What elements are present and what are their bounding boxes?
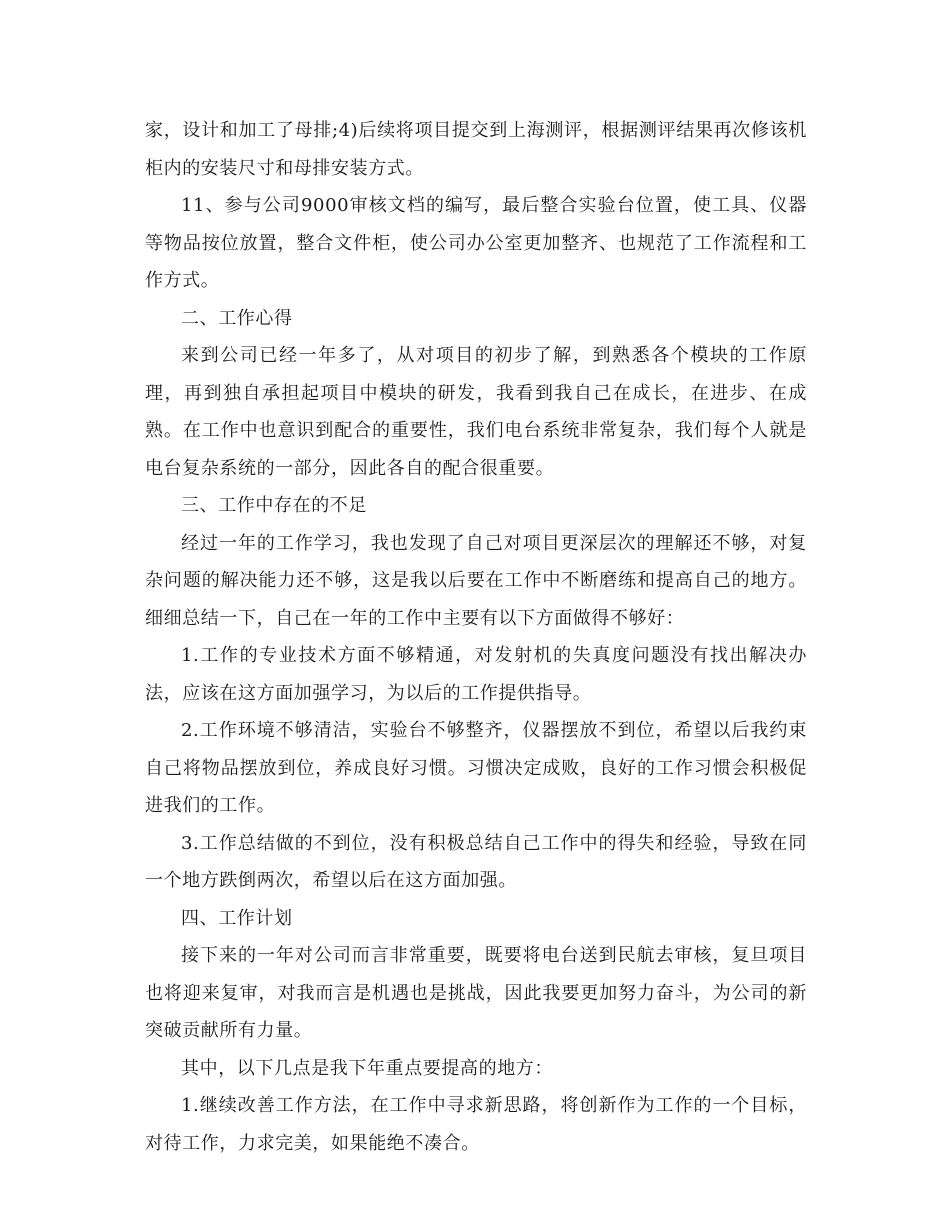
section-heading-work-experience: 二、工作心得 [181, 307, 293, 329]
paragraph-continuation: 家，设计和加工了母排;4)后续将项目提交到上海测评，根据测评结果再次修该机柜内的安装尺寸和母排安装方式。 [145, 120, 807, 179]
paragraph-work-plan: 接下来的一年对公司而言非常重要，既要将电台送到民航去审核，复旦项目也将迎来复审，对我而言是机遇也是挑战，因此我要更加努力奋斗，为公司的新突破贡献所有力量。 [145, 945, 807, 1041]
paragraph-shortcoming-2: 2.工作环境不够清洁，实验台不够整齐，仪器摆放不到位，希望以后我约束自己将物品摆放到位，养成良好习惯。习惯决定成败，良好的工作习惯会积极促进我们的工作。 [145, 720, 807, 816]
paragraph-shortcomings-intro: 经过一年的工作学习，我也发现了自己对项目更深层次的理解还不够，对复杂问题的解决能力还不够，这是我以后要在工作中不断磨练和提高自己的地方。细细总结一下，自己在一年的工作中主要有以下方面做得不够好： [145, 532, 807, 629]
paragraph-focus-1: 1.继续改善工作方法，在工作中寻求新思路，将创新作为工作的一个目标，对待工作，力求完美，如果能绝不凑合。 [145, 1095, 807, 1154]
paragraph-shortcoming-1: 1.工作的专业技术方面不够精通，对发射机的失真度问题没有找出解决办法，应该在这方面加强学习，为以后的工作提供指导。 [145, 645, 807, 704]
paragraph-item-11: 11、参与公司9000审核文档的编写，最后整合实验台位置，使工具、仪器等物品按位放置，整合文件柜，使公司办公室更加整齐、也规范了工作流程和工作方式。 [145, 195, 807, 291]
paragraph-focus-intro: 其中，以下几点是我下年重点要提高的地方： [181, 1057, 553, 1079]
document-body [145, 112, 807, 1162]
paragraph-shortcoming-3: 3.工作总结做的不到位，没有积极总结自己工作中的得失和经验，导致在同一个地方跌倒两次，希望以后在这方面加强。 [145, 832, 807, 891]
section-heading-work-plan: 四、工作计划 [181, 907, 293, 929]
paragraph-work-experience: 来到公司已经一年多了，从对项目的初步了解，到熟悉各个模块的工作原理，再到独自承担起项目中模块的研发，我看到我自己在成长，在进步、在成熟。在工作中也意识到配合的重要性，我们电台系统非常复杂，我们每个人就是电台复杂系统的一部分，因此各自的配合很重要。 [145, 345, 807, 479]
section-heading-shortcomings: 三、工作中存在的不足 [181, 495, 367, 516]
